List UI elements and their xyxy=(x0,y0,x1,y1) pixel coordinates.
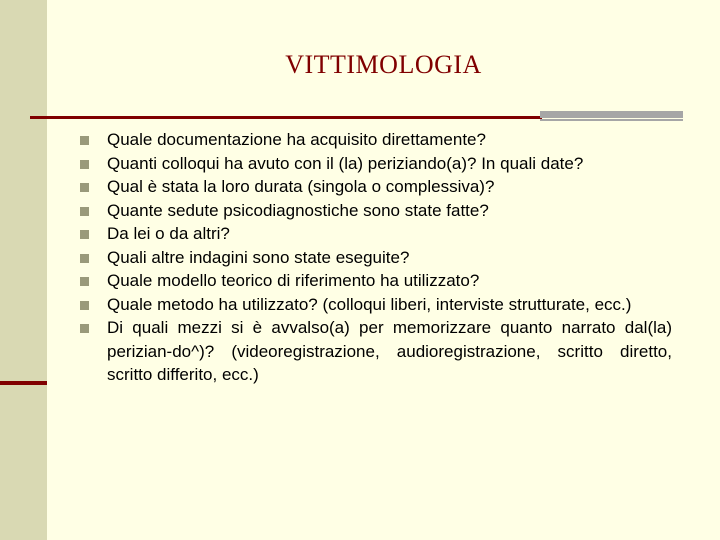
square-bullet-icon xyxy=(80,136,89,145)
list-item-text: Da lei o da altri? xyxy=(107,224,230,243)
title-divider-gray xyxy=(540,111,683,118)
list-item-text: Quale metodo ha utilizzato? (colloqui liberi, interviste strutturate, ecc.) xyxy=(107,294,632,314)
square-bullet-icon xyxy=(80,254,89,263)
list-item-text: Quante sedute psicodiagnostiche sono state fatte? xyxy=(107,200,489,220)
list-item xyxy=(78,152,672,176)
list-item xyxy=(78,175,672,199)
slide-title: VITTIMOLOGIA xyxy=(285,50,482,79)
left-accent-tick xyxy=(0,381,47,385)
list-item-text: Quale modello teorico di riferimento ha utilizzato? xyxy=(107,271,480,290)
list-item-text: Quanti colloqui ha avuto con il (la) periziando(a)? In quali date? xyxy=(107,153,584,173)
square-bullet-icon xyxy=(80,277,89,286)
bullet-list xyxy=(78,128,672,387)
square-bullet-icon xyxy=(80,324,89,333)
list-item-text: Qual è stata la loro durata (singola o complessiva)? xyxy=(107,177,495,196)
list-item xyxy=(78,199,672,223)
list-item xyxy=(78,222,672,246)
square-bullet-icon xyxy=(80,160,89,169)
title-divider-gray-thin xyxy=(540,119,683,121)
square-bullet-icon xyxy=(80,183,89,192)
list-item-text: Quali altre indagini sono state eseguite? xyxy=(107,247,410,267)
list-item xyxy=(78,316,672,387)
left-decorative-band xyxy=(0,0,47,540)
title-divider xyxy=(30,116,542,119)
square-bullet-icon xyxy=(80,207,89,216)
list-item xyxy=(78,269,672,293)
list-item xyxy=(78,246,672,270)
list-item xyxy=(78,128,672,152)
list-item-text: Quale documentazione ha acquisito direttamente? xyxy=(107,130,486,149)
square-bullet-icon xyxy=(80,301,89,310)
square-bullet-icon xyxy=(80,230,89,239)
list-item-text: Di quali mezzi si è avvalso(a) per memorizzare quanto narrato dal(la) perizian-do^)? (videoregistrazione, audioregistrazione, scritto diretto, scritto differito, ecc.) xyxy=(107,318,672,384)
list-item xyxy=(78,293,672,317)
